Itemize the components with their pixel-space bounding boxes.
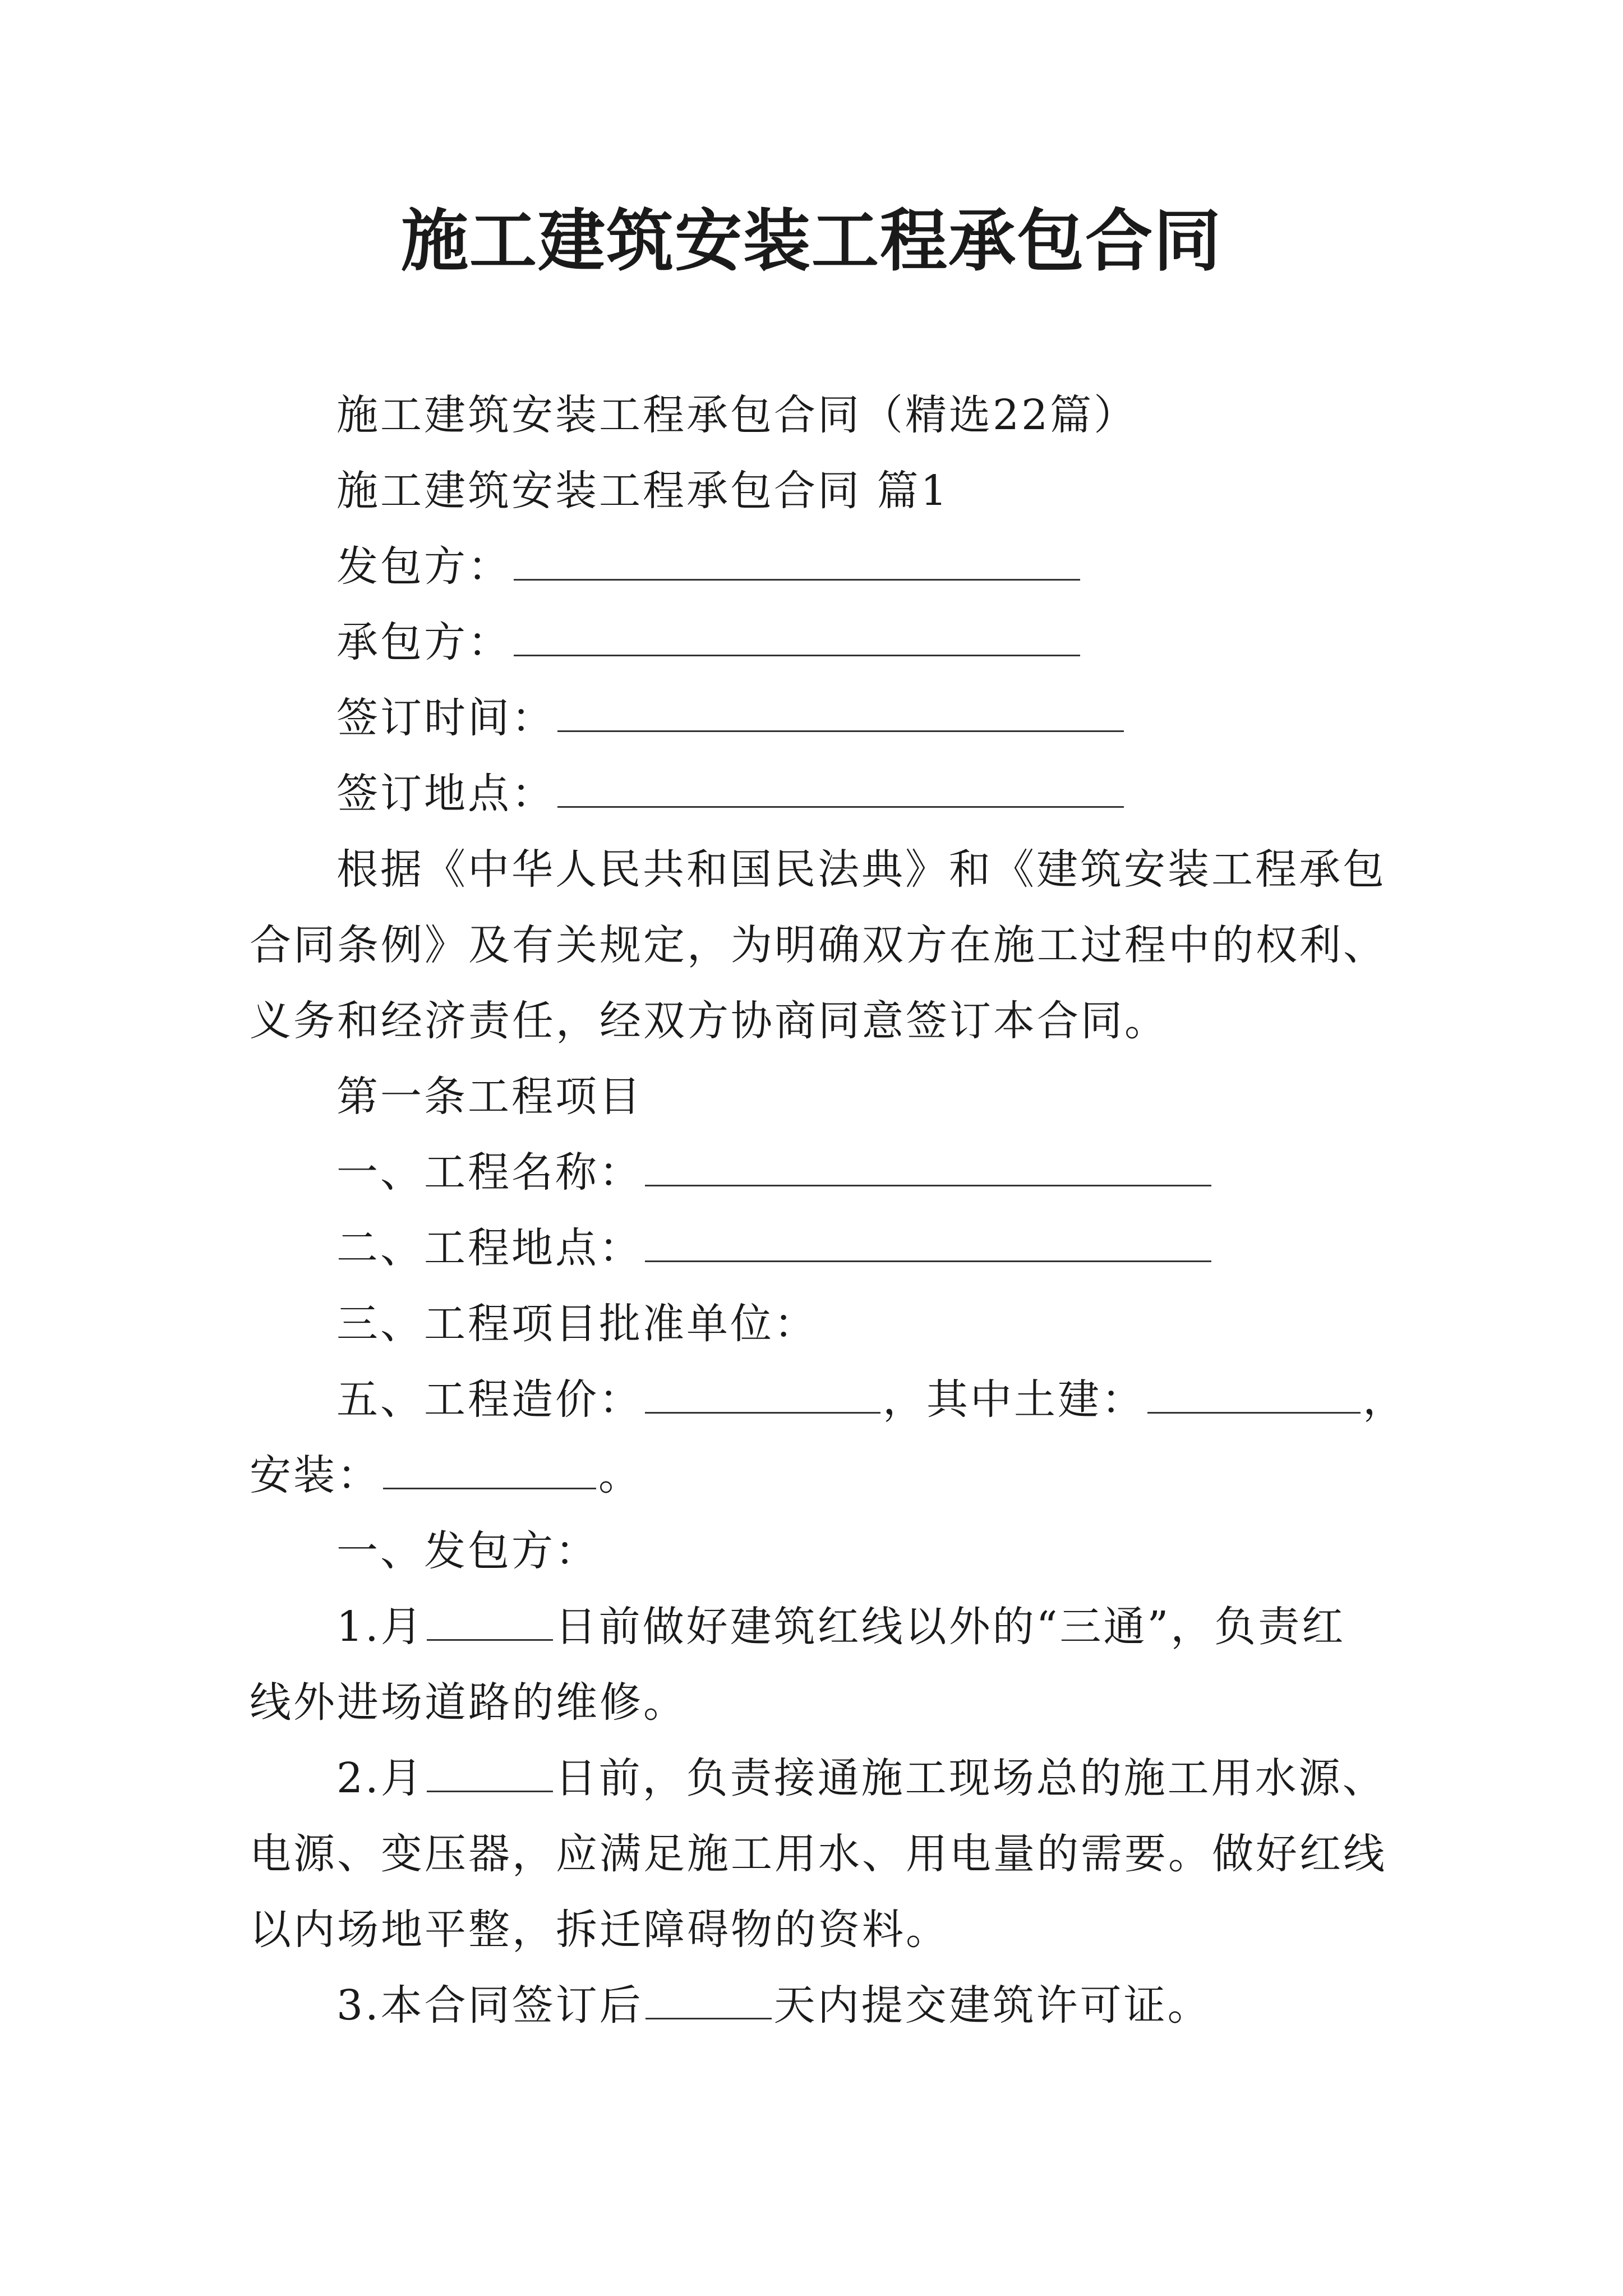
contractor-field: [336, 614, 1082, 670]
sign-place-field: [336, 766, 1126, 822]
part-heading: 施工建筑安装工程承包合同 篇1: [336, 467, 949, 515]
duty-2-text: 日前，负责接通施工现场总的施工用水源、: [555, 1754, 1386, 1802]
project-cost-line: [336, 1372, 1407, 1428]
duty-2-line-2: 电源、变压器，应满足施工用水、用电量的需要。做好红线: [250, 1830, 1387, 1878]
employer-field: [336, 539, 1082, 595]
install-blank[interactable]: [383, 1448, 596, 1489]
duty-1-line-1: [336, 1599, 1345, 1655]
duty-3-text-a: 3.本合同签订后: [336, 1981, 643, 2030]
duty-3-text-b: 天内提交建筑许可证。: [773, 1981, 1211, 2030]
project-name-blank[interactable]: [645, 1145, 1211, 1186]
subtitle: 施工建筑安装工程承包合同（精选22篇）: [336, 391, 1138, 439]
preamble-line-1: 根据《中华人民共和国民法典》和《建筑安装工程承包: [336, 845, 1386, 894]
duty-2-line-3: 以内场地平整，拆迁障碍物的资料。: [250, 1906, 949, 1954]
sign-time-blank[interactable]: [557, 691, 1124, 732]
project-name-label: 一、工程名称：: [336, 1148, 643, 1197]
install-label: 安装：: [250, 1451, 381, 1499]
sign-time-label: 签订时间：: [336, 694, 555, 742]
contractor-blank[interactable]: [514, 615, 1080, 656]
duty-2-month: 2.月: [336, 1754, 425, 1802]
contractor-label: 承包方：: [336, 618, 511, 666]
duty-3-blank[interactable]: [645, 1978, 772, 2019]
employer-blank[interactable]: [514, 540, 1080, 581]
duty-1-text: 日前做好建筑红线以外的“三通”，负责红: [555, 1603, 1346, 1651]
project-name-field: [336, 1144, 1214, 1200]
duty-2-line-1: [336, 1750, 1386, 1806]
sign-time-field: [336, 690, 1126, 746]
preamble-line-3: 义务和经济责任，经双方协商同意签订本合同。: [250, 997, 1168, 1045]
install-cost-line: [250, 1447, 642, 1503]
employer-label: 发包方：: [336, 542, 511, 591]
duty-3-line: [336, 1977, 1211, 2033]
duty-1-blank[interactable]: [427, 1600, 553, 1641]
cost-label: 五、工程造价：: [336, 1375, 643, 1424]
duty-1-line-2: 线外进场道路的维修。: [250, 1678, 687, 1727]
duty-2-blank[interactable]: [427, 1751, 553, 1792]
cost-comma: ，: [1363, 1375, 1407, 1424]
employer-duties-heading: 一、发包方：: [336, 1527, 599, 1575]
civil-blank[interactable]: [1147, 1373, 1361, 1414]
sign-place-blank[interactable]: [557, 767, 1124, 808]
cost-blank[interactable]: [645, 1373, 880, 1414]
document-title: 施工建筑安装工程承包合同: [401, 201, 1222, 280]
project-place-blank[interactable]: [645, 1221, 1211, 1262]
sign-place-label: 签订地点：: [336, 770, 555, 818]
project-place-field: [336, 1220, 1214, 1276]
install-period: 。: [598, 1451, 642, 1499]
preamble-line-2: 合同条例》及有关规定，为明确双方在施工过程中的权利、: [250, 921, 1387, 969]
project-place-label: 二、工程地点：: [336, 1224, 643, 1272]
civil-label: ，其中土建：: [883, 1375, 1145, 1424]
approval-unit: 三、工程项目批准单位：: [336, 1300, 818, 1348]
duty-1-month: 1.月: [336, 1603, 425, 1651]
article1-heading: 第一条工程项目: [336, 1073, 643, 1121]
